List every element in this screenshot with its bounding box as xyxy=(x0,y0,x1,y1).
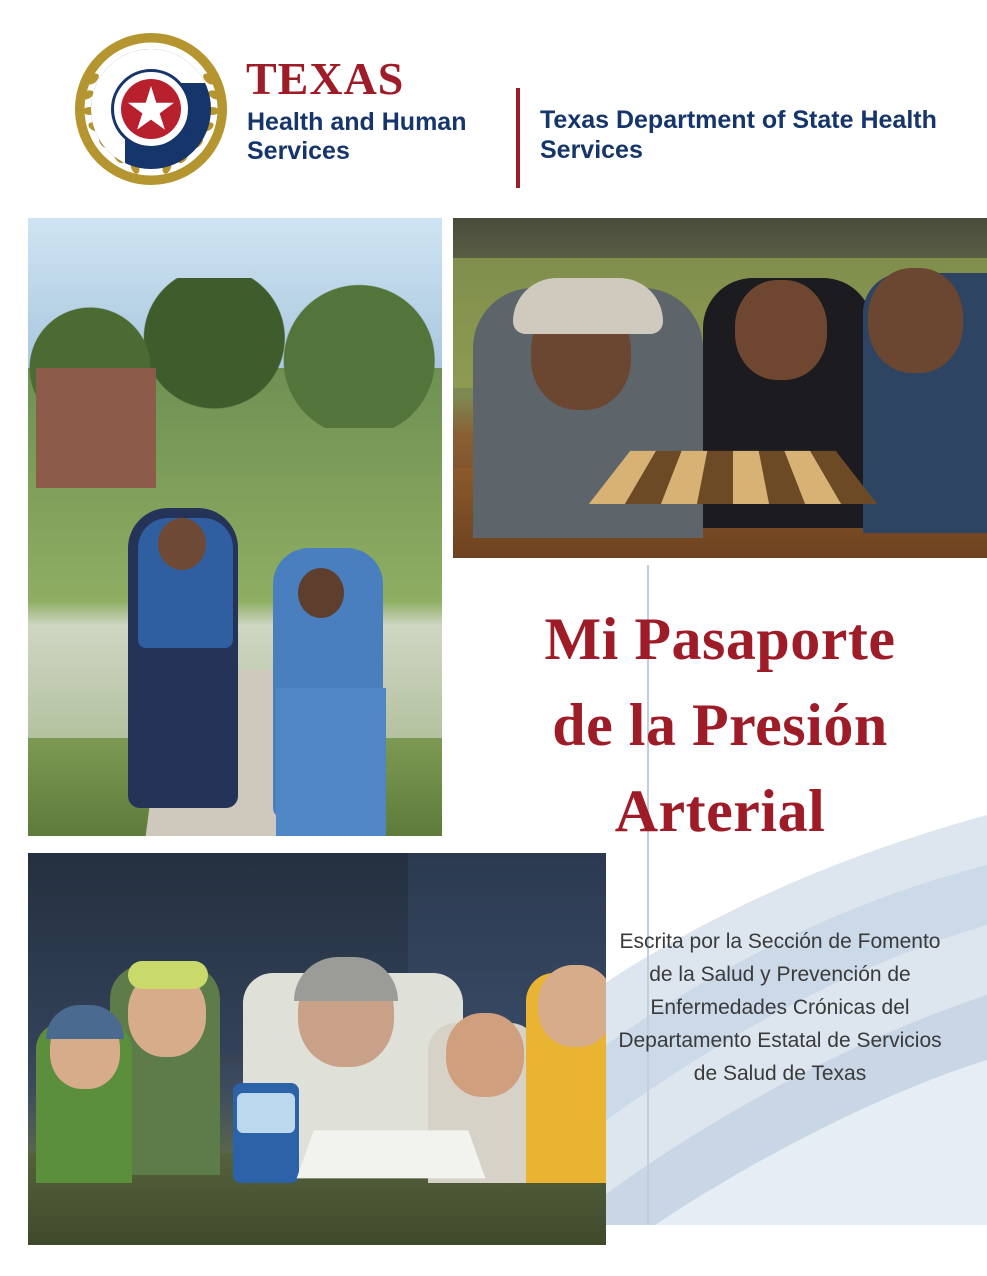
photo-family-reading-in-tent xyxy=(28,853,606,1245)
photo-family-playing-chess xyxy=(453,218,987,558)
cover-title-line-3: Arterial xyxy=(614,778,826,844)
header-divider xyxy=(516,88,520,188)
texas-wordmark: TEXAS xyxy=(246,53,405,104)
photo-older-couple-walking xyxy=(28,218,442,836)
texas-state-seal-icon xyxy=(75,33,227,185)
cover-title xyxy=(456,596,984,854)
document-header xyxy=(0,0,987,205)
agency-name-label: Texas Department of State Health Services xyxy=(540,106,937,164)
cover-title-line-2: de la Presión xyxy=(552,692,888,758)
cover-title-line-1: Mi Pasaporte xyxy=(544,606,896,672)
health-and-human-services-label: Health and Human Services xyxy=(247,108,467,165)
cover-byline: Escrita por la Sección de Fomento de la Salud y Prevención de Enfermedades Crónicas del Departamento Estatal de Servicios de Salud de Texas xyxy=(618,930,942,1085)
